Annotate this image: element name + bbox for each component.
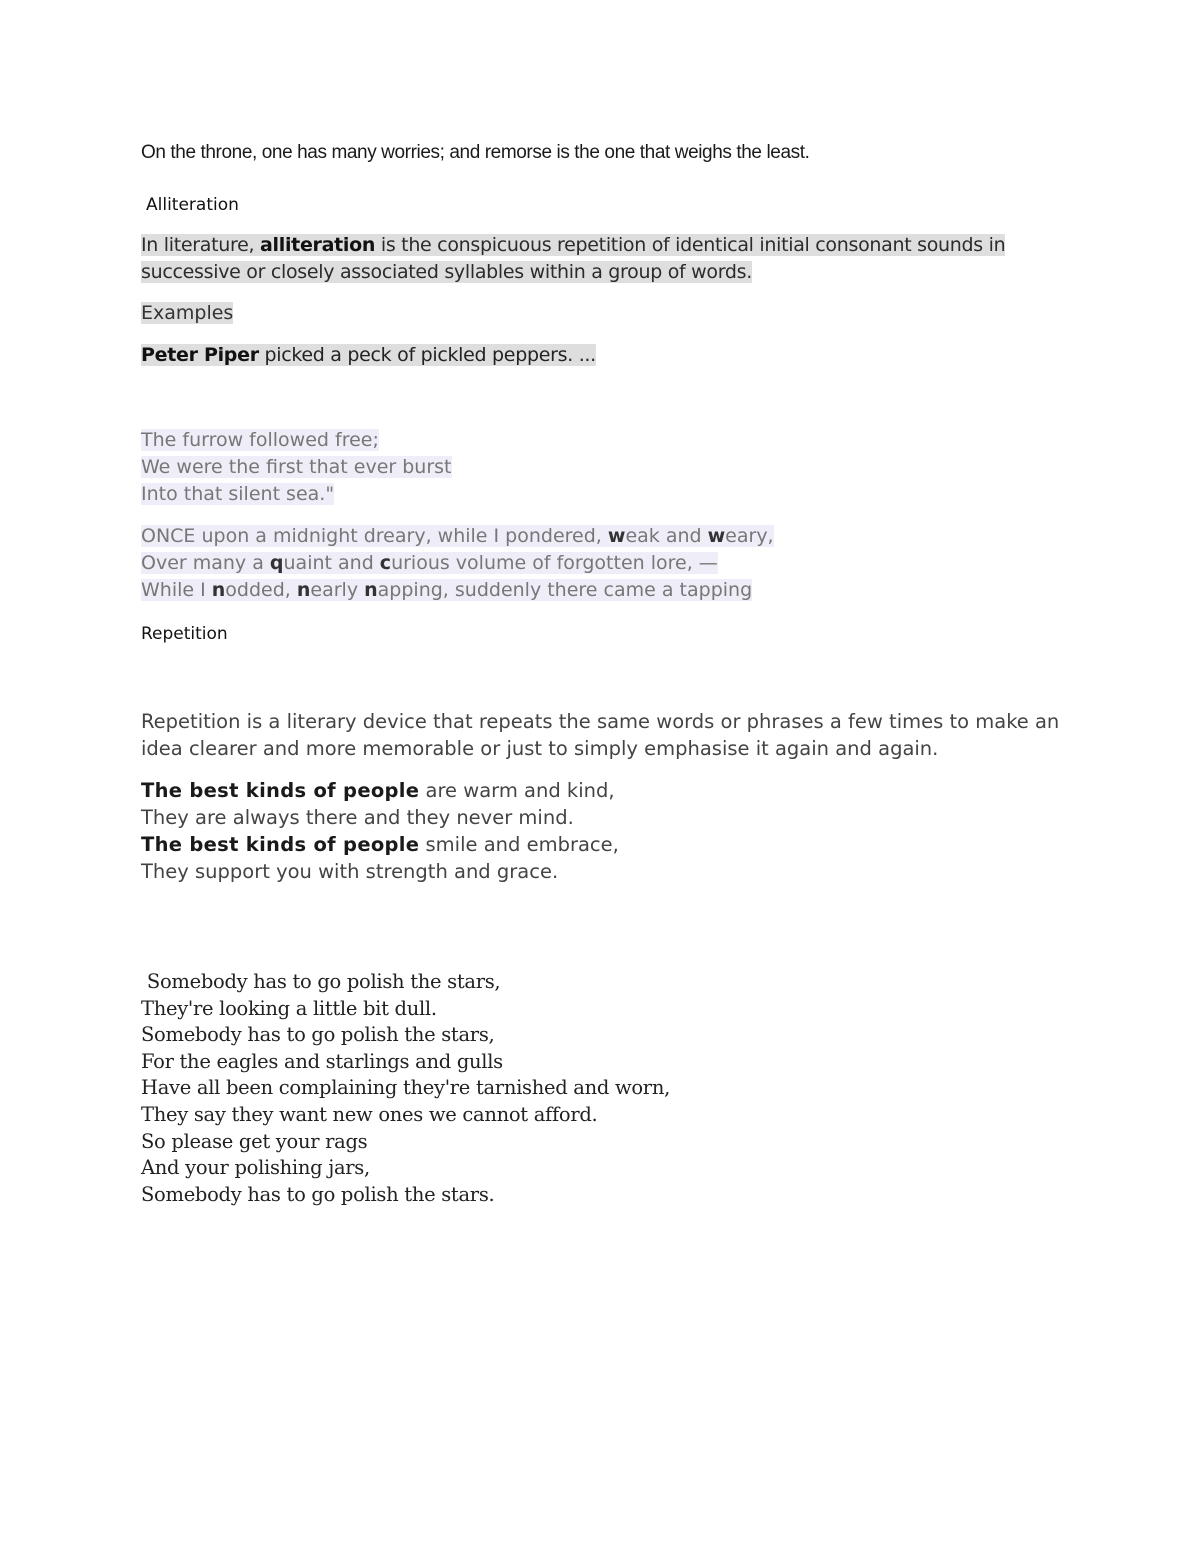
definition-text: is the conspicuous repetition of identical initial consonant sounds in <box>375 234 1006 256</box>
repetition-definition <box>141 708 1059 762</box>
definition-text: In literature, <box>141 234 260 256</box>
poem-text: Over many a <box>141 552 270 574</box>
example-bold: Peter Piper <box>141 344 259 366</box>
definition-line-2: successive or closely associated syllables within a group of words. <box>141 261 753 283</box>
poem-line <box>141 525 774 547</box>
poem-text: odded, <box>225 579 297 601</box>
alliterative-letter: w <box>707 525 726 547</box>
definition-line: Repetition is a literary device that repeats the same words or phrases a few times to make an <box>141 710 1060 733</box>
poem-text: While I <box>141 579 212 601</box>
examples-label-text: Examples <box>141 302 234 324</box>
alliteration-definition <box>141 232 1005 286</box>
repetition-example <box>141 777 619 885</box>
poem-text: smile and embrace, <box>419 833 619 856</box>
poem-line <box>141 579 752 601</box>
alliterative-letter: q <box>269 552 284 574</box>
alliteration-poem-2 <box>141 523 774 604</box>
alliteration-example <box>141 342 596 369</box>
poem-line: We were the first that ever burst <box>141 456 452 478</box>
alliteration-heading: Alliteration <box>146 195 239 215</box>
poem-line: So please get your rags <box>141 1129 368 1153</box>
poem-text: early <box>310 579 365 601</box>
alliteration-poem-1 <box>141 427 452 508</box>
poem-line: They're looking a little bit dull. <box>141 996 437 1020</box>
alliterative-letter: c <box>379 552 392 574</box>
poem-text: urious volume of forgotten lore, — <box>391 552 718 574</box>
poem-line: Somebody has to go polish the stars, <box>141 970 501 993</box>
poem-line <box>141 777 619 804</box>
examples-label <box>141 300 233 326</box>
example-rest: picked a peck of pickled peppers. ... <box>258 344 596 366</box>
definition-line-1 <box>141 234 1005 256</box>
repeated-phrase: The best kinds of people <box>141 833 420 856</box>
repetition-heading: Repetition <box>141 624 228 644</box>
poem-line: The furrow followed free; <box>141 429 379 451</box>
poem-text: uaint and <box>283 552 380 574</box>
poem-line <box>141 552 718 574</box>
poem-line <box>141 831 619 858</box>
alliterative-letter: n <box>364 579 378 601</box>
poem-line: Into that silent sea." <box>141 483 335 505</box>
stars-poem <box>141 969 670 1208</box>
poem-line: Somebody has to go polish the stars. <box>141 1182 495 1206</box>
alliterative-letter: w <box>607 525 626 547</box>
poem-text: eak and <box>625 525 708 547</box>
poem-line: Somebody has to go polish the stars, <box>141 1023 495 1047</box>
definition-term: alliteration <box>260 234 376 256</box>
example-line <box>141 344 596 366</box>
poem-text: ONCE upon a midnight dreary, while I pondered, <box>141 525 608 547</box>
poem-line: And your polishing jars, <box>141 1156 370 1180</box>
definition-line: idea clearer and more memorable or just to simply emphasise it again and again. <box>141 737 939 760</box>
opening-quote: On the throne, one has many worries; and remorse is the one that weighs the least. <box>141 142 810 163</box>
poem-line: They say they want new ones we cannot afford. <box>141 1102 598 1126</box>
poem-line: They support you with strength and grace. <box>141 860 559 883</box>
alliterative-letter: n <box>211 579 226 601</box>
poem-text: eary, <box>725 525 774 547</box>
poem-text: are warm and kind, <box>419 779 615 802</box>
poem-text: apping, suddenly there came a tapping <box>377 579 753 601</box>
alliterative-letter: n <box>296 579 311 601</box>
repeated-phrase: The best kinds of people <box>141 779 420 802</box>
poem-line: For the eagles and starlings and gulls <box>141 1049 503 1073</box>
poem-line: Have all been complaining they're tarnished and worn, <box>141 1076 670 1100</box>
poem-line: They are always there and they never mind. <box>141 806 574 829</box>
